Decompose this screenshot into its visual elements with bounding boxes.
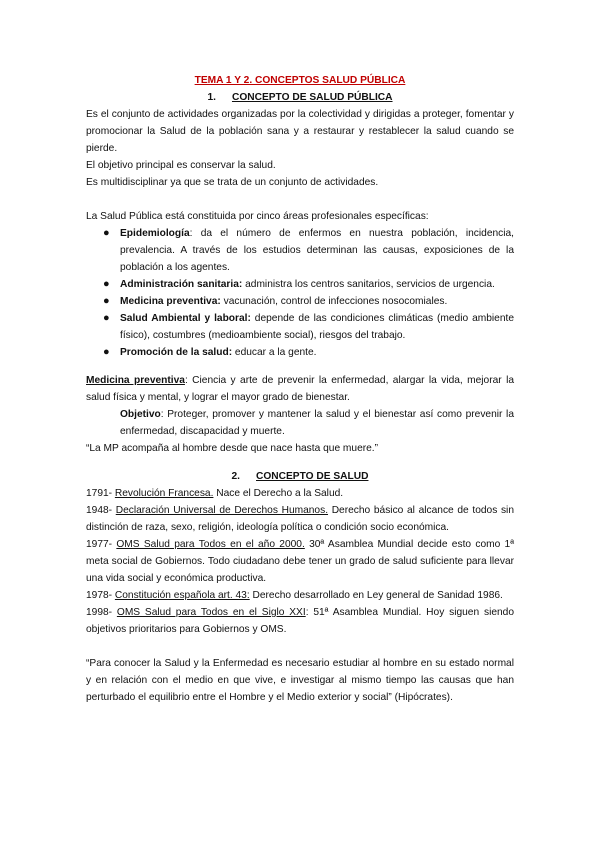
mp-definition <box>86 372 514 406</box>
timeline-desc: Derecho desarrollado en Ley general de Sanidad 1986. <box>249 590 503 601</box>
objective-line: El objetivo principal es conservar la salud. <box>86 160 276 171</box>
timeline-entry-1791 <box>86 485 514 502</box>
timeline-year: 1948- <box>86 505 116 516</box>
timeline-event: OMS Salud para Todos en el Siglo XXI <box>116 607 306 618</box>
timeline-event: OMS Salud para Todos en el año 2000. <box>116 539 305 550</box>
timeline-desc: Derecho básico al alcance de todos sin distinción de raza, sexo, religión, ideología política o condición socio económica. <box>86 505 514 533</box>
timeline-desc: 30ª Asamblea Mundial decide esto como 1ª meta social de Gobiernos. Todo ciudadano debe tener un grado de salud suficiente para llevar una vida social y económica productiva. <box>86 539 514 584</box>
area-sep: : <box>189 228 193 239</box>
mp-label: Medicina preventiva <box>86 375 185 386</box>
area-text: educar a la gente. <box>232 347 317 358</box>
section-2-title: CONCEPTO DE SALUD <box>256 471 369 482</box>
mp-objective-label: Objetivo <box>120 409 161 420</box>
timeline-event: Revolución Francesa. <box>114 488 214 499</box>
section-1-title: CONCEPTO DE SALUD PÚBLICA <box>231 92 393 103</box>
timeline-entry-1978 <box>86 587 514 604</box>
area-text: vacunación, control de infecciones nosocomiales. <box>220 296 448 307</box>
bullet-icon: ● <box>103 312 110 324</box>
section-1-heading <box>86 89 514 106</box>
mp-objective-text: : Proteger, promover y mantener la salud y el bienestar así como prevenir la enfermedad, discapacidad y muerte. <box>120 409 514 437</box>
timeline-year: 1998- <box>86 607 117 618</box>
timeline-entry-1948 <box>86 502 514 536</box>
timeline-event: Declaración Universal de Derechos Humanos. <box>115 505 329 516</box>
timeline-desc: Nace el Derecho a la Salud. <box>213 488 344 499</box>
area-item-epidemiologia <box>103 225 514 276</box>
section-2-number: 2. <box>231 471 241 482</box>
definition-paragraph: Es el conjunto de actividades organizadas por la colectividad y dirigidas a proteger, fomentar y promocionar la Salud de la población sana y a restaurar y restablecer la salud cuando se pierde. <box>86 109 514 154</box>
timeline-entry-1977 <box>86 536 514 587</box>
section-1-number: 1. <box>207 92 216 103</box>
mp-quote: “La MP acompaña al hombre desde que nace hasta que muere.” <box>86 443 379 454</box>
bullet-icon: ● <box>103 295 110 307</box>
area-text: depende de las condiciones climáticas (medio ambiente físico), costumbres (medioambiente social), riesgos del trabajo. <box>120 313 514 341</box>
multidisciplinary-line: Es multidisciplinar ya que se trata de un conjunto de actividades. <box>86 177 379 188</box>
area-name: Promoción de la salud: <box>120 347 233 358</box>
bullet-icon: ● <box>103 278 110 290</box>
timeline-desc: : 51ª Asamblea Mundial. Hoy siguen siendo objetivos prioritarios para Gobiernos y OMS. <box>86 607 514 635</box>
timeline-entry-1998 <box>86 604 514 638</box>
timeline-year: 1791- <box>86 488 115 499</box>
areas-list <box>86 225 514 361</box>
timeline-event: Constitución española art. 43: <box>114 590 250 601</box>
bullet-icon: ● <box>103 346 110 358</box>
areas-intro: La Salud Pública está constituida por cinco áreas profesionales específicas: <box>86 211 429 222</box>
area-name: Epidemiología <box>120 228 190 239</box>
area-item-promocion <box>103 344 514 361</box>
bullet-icon: ● <box>103 227 110 239</box>
area-name: Salud Ambiental y laboral: <box>120 313 251 324</box>
document-title: TEMA 1 Y 2. CONCEPTOS SALUD PÚBLICA <box>194 75 406 86</box>
timeline-year: 1978- <box>86 590 115 601</box>
area-item-administracion <box>103 276 514 293</box>
area-name: Administración sanitaria: <box>120 279 243 290</box>
section-2-heading <box>86 468 514 485</box>
area-text: da el número de enfermos en nuestra población, incidencia, prevalencia. A través de los estudios determinan las causas, exposiciones de la población a los agentes. <box>120 228 514 273</box>
hippocrates-quote: “Para conocer la Salud y la Enfermedad es necesario estudiar al hombre en su estado normal y en relación con el medio en que vive, e investigar al mismo tiempo las causas que han perturbado el equilibrio entre el Hombre y el Medio exterior y social” (Hipócrates). <box>86 658 514 703</box>
area-name: Medicina preventiva: <box>120 296 221 307</box>
area-item-medicina-preventiva <box>103 293 514 310</box>
area-text: administra los centros sanitarios, servicios de urgencia. <box>242 279 495 290</box>
timeline-year: 1977- <box>86 539 117 550</box>
area-item-salud-ambiental <box>103 310 514 344</box>
mp-objective <box>86 406 514 440</box>
mp-text: : Ciencia y arte de prevenir la enfermedad, alargar la vida, mejorar la salud física y mental, y lograr el mayor grado de bienestar. <box>86 375 514 403</box>
